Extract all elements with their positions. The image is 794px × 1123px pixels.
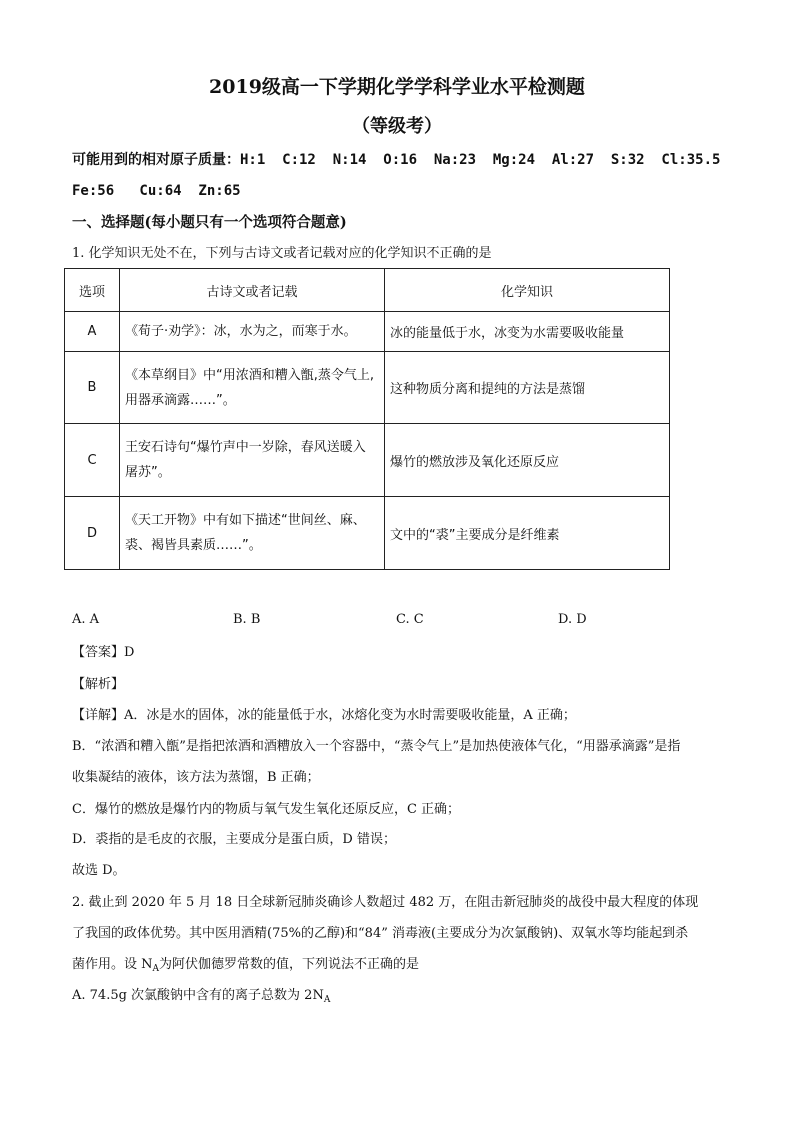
quote-cell (120, 312, 385, 352)
quote-cell (120, 424, 385, 497)
knowledge-cell: 这种物质分离和提纯的方法是蒸馏 (385, 352, 670, 424)
option-cell: D (65, 497, 120, 570)
knowledge-cell: 爆竹的燃放涉及氧化还原反应 (385, 424, 670, 497)
option-cell: C (65, 424, 120, 497)
option-text: A. 74.5g 次氯酸钠中含有的离子总数为 2N (72, 988, 324, 1003)
table-header: 选项 (65, 269, 120, 312)
exam-title: 2019级高一下学期化学学科学业水平检测题 (209, 76, 585, 98)
quote-line: 用器承滴露……”。 (125, 392, 236, 408)
avogadro-subscript: A (152, 964, 160, 974)
quote-line: 屠苏”。 (125, 465, 171, 480)
question-2-option-a[interactable] (72, 986, 330, 1010)
table-row (65, 352, 670, 424)
explanation-line: C．爆竹的燃放是爆竹内的物质与氧气发生氧化还原反应，C 正确； (72, 802, 461, 817)
knowledge-cell: 文中的“裘”主要成分是纤维素 (385, 497, 670, 570)
quote-line: 《荀子·劝学》：冰，水为之，而寒于水。 (125, 324, 357, 339)
table-header-row (65, 269, 670, 312)
explanation-line: 【详解】A．冰是水的固体，冰的能量低于水，冰熔化变为水时需要吸收能量，A 正确； (72, 708, 576, 723)
knowledge-cell: 冰的能量低于水，冰变为水需要吸收能量 (385, 312, 670, 352)
exam-subtitle: （等级考） (352, 116, 442, 137)
atomic-masses-line-1 (72, 150, 720, 170)
option-b[interactable]: B. B (233, 612, 261, 627)
table-row (65, 424, 670, 497)
table-row (65, 497, 670, 570)
table-header: 古诗文或者记载 (120, 269, 385, 312)
option-cell: A (65, 312, 120, 352)
answer-line: 【答案】D (72, 645, 135, 660)
explanation-line: 收集凝结的液体，该方法为蒸馏，B 正确； (72, 770, 320, 785)
question-2-stem-line: 2. 截止到 2020 年 5 月 18 日全球新冠肺炎确诊人数超过 482 万，在阻击新冠肺炎的战役中最大程度的体现 (72, 895, 699, 910)
question-1-stem: 1. 化学知识无处不在，下列与古诗文或者记载对应的化学知识不正确的是 (72, 246, 492, 261)
analysis-label: 【解析】 (72, 677, 125, 692)
option-a[interactable]: A. A (72, 612, 100, 627)
table-header: 化学知识 (385, 269, 670, 312)
avogadro-subscript: A (323, 995, 331, 1005)
quote-line: 王安石诗句“爆竹声中一岁除，春风送暖入 (125, 440, 366, 455)
question-2-stem-line: 了我国的政体优势。其中医用酒精(75%的乙醇)和“84” 消毒液(主要成分为次氯酸钠)、双氧水等均能起到杀 (72, 926, 689, 941)
explanation-line: D．裘指的是毛皮的衣服，主要成分是蛋白质，D 错误； (72, 832, 396, 847)
atomic-masses-label: 可能用到的相对原子质量： (72, 152, 240, 168)
stem-text: 为阿伏伽德罗常数的值，下列说法不正确的是 (159, 957, 420, 972)
atomic-masses-line-2: Fe:56 Cu:64 Zn:65 (72, 183, 241, 199)
option-d[interactable]: D. D (558, 612, 587, 627)
explanation-line: 故选 D。 (72, 863, 126, 878)
quote-cell (120, 497, 385, 570)
question-2-stem-line (72, 955, 419, 979)
question-1-table (64, 268, 670, 570)
quote-cell (120, 352, 385, 424)
option-cell: B (65, 352, 120, 424)
quote-line: 《本草纲目》中“用浓酒和糟入甑,蒸令气上, (125, 367, 374, 383)
table-row (65, 312, 670, 352)
stem-text: 菌作用。设 N (72, 957, 153, 972)
quote-line: 《天工开物》中有如下描述“世间丝、麻、 (125, 513, 366, 528)
option-c[interactable]: C. C (396, 612, 424, 627)
section-heading: 一、选择题(每小题只有一个选项符合题意) (72, 214, 347, 231)
explanation-line: B．“浓酒和糟入甑”是指把浓酒和酒糟放入一个容器中，“蒸令气上”是加热使液体气化，“用器承滴露”是指 (72, 739, 681, 754)
quote-line: 裘、褐皆具素质……”。 (125, 538, 262, 553)
atomic-masses-values-1: H:1 C:12 N:14 O:16 Na:23 Mg:24 Al:27 S:32 Cl:35.5 (240, 152, 721, 168)
